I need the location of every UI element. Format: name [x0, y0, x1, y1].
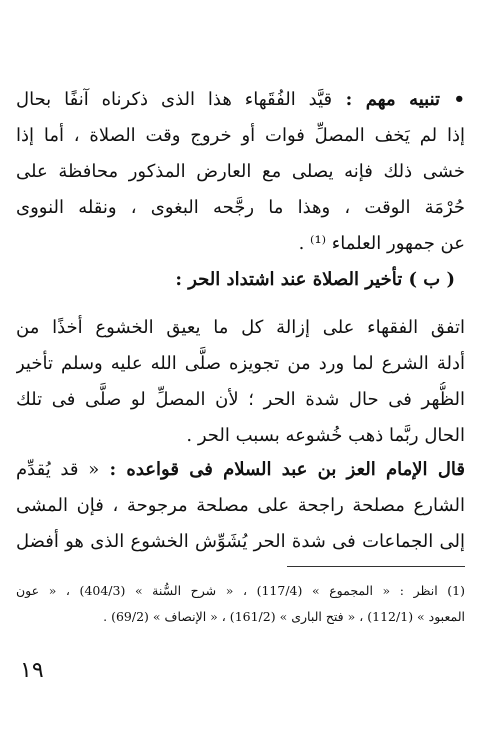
footnote-line-2: المعبود » (112/1) ، « فتح البارى » (161/2) ، « الإنصاف » (69/2) .	[103, 609, 465, 624]
footnote-separator	[287, 566, 465, 567]
footnotes	[16, 578, 465, 630]
important-note-paragraph	[16, 82, 465, 262]
footnote-line-1: (1) انظر : « المجموع » (117/4) ، « شرح السُّنة » (404/3) ، « عون	[16, 583, 465, 598]
book-page	[16, 0, 465, 736]
note-line-3: خشى ذلك فإنه يصلى مع العارض المذكور محافظة على	[16, 161, 465, 182]
quote-line-2: الشارع مصلحة راجحة على مصلحة مرجوحة ، فإن المشى	[16, 495, 465, 516]
quote-line-1	[16, 452, 465, 488]
quote-line-3: إلى الجماعات فى شدة الحر يُشَوِّش الخشوع الذى هو أفضل	[16, 531, 465, 552]
section-body-paragraph	[16, 310, 465, 454]
body-line-2: أدلة الشرع لما ورد من تجويزه صلَّى الله عليه وسلم تأخير	[16, 353, 465, 374]
note-lead: • تنبيه مهم :	[332, 89, 465, 110]
quote-line-1-text: « قد يُقدِّم	[16, 459, 100, 480]
page-number: ١٩	[20, 658, 44, 683]
note-line-1	[16, 82, 465, 118]
quote-paragraph	[16, 452, 465, 560]
section-heading: ( ب ) تأخير الصلاة عند اشتداد الحر :	[175, 269, 455, 290]
body-line-1: اتفق الفقهاء على إزالة كل ما يعيق الخشوع أخذًا من	[16, 317, 465, 338]
quote-lead: قال الإمام العز بن عبد السلام فى قواعده :	[99, 459, 465, 480]
note-line-5: عن جمهور العلماء ⁽¹⁾ .	[298, 233, 465, 254]
note-line-2: إذا لم يَخف المصلِّ فوات أو خروج وقت الصلاة ، أما إذا	[16, 125, 465, 146]
note-line-4: حُرْمَة الوقت ، وهذا ما رجَّحه البغوى ، ونقله النووى	[16, 197, 465, 218]
body-line-4: الحال ربَّما ذهب خُشوعه بسبب الحر .	[186, 425, 465, 446]
note-line-1-text: قيَّد الفُقَهاء هذا الذى ذكرناه آنفًا بحال	[16, 89, 333, 110]
body-line-3: الظُّهر فى حال شدة الحر ؛ لأن المصلِّ لو صلَّى فى تلك	[16, 389, 465, 410]
